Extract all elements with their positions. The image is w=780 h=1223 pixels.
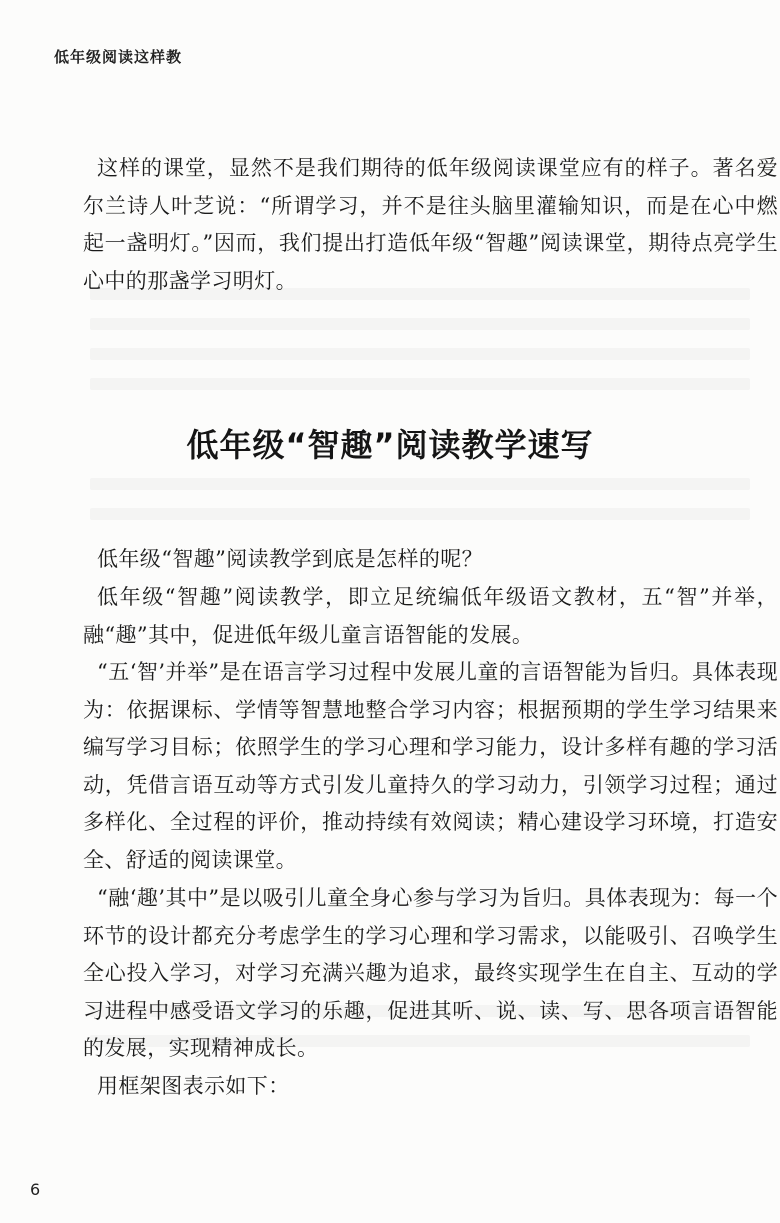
bleed-through-line (90, 508, 750, 520)
bleed-through-line (90, 478, 750, 490)
paragraph-question: 低年级“智趣”阅读教学到底是怎样的呢？ (97, 547, 484, 571)
paragraph-diagram-intro: 用框架图表示如下： (97, 1074, 290, 1098)
running-head-title: 低年级阅读这样教 (54, 48, 183, 66)
paragraph-fun-integration: “融‘趣’其中”是以吸引儿童全身心参与学习为旨归。具体表现为：每一个环节的设计都充分考虑学生的学习心理和学习需求，以能吸引、召唤学生全心投入学习，对学习充满兴趣为追求，最终实现学生在自主、互动的学习进程中感受语文学习的乐趣，促进其听、说、读、写、思各项言语智能的发展，实现精神成长。 (83, 886, 778, 1061)
page-number: 6 (30, 1180, 41, 1199)
paragraph-five-wisdom: “五‘智’并举”是在语言学习过程中发展儿童的言语智能为旨归。具体表现为：依据课标、学情等智慧地整合学习内容；根据预期的学生学习结果来编写学习目标；依照学生的学习心理和学习能力，设计多样有趣的学习活动，凭借言语互动等方式引发儿童持久的学习动力，引领学习过程；通过多样化、全过程的评价，推动持续有效阅读；精心建设学习环境，打造安全、舒适的阅读课堂。 (83, 660, 778, 872)
section-heading: 低年级“智趣”阅读教学速写 (186, 426, 594, 464)
bleed-through-line (90, 378, 750, 390)
paragraph-intro: 这样的课堂，显然不是我们期待的低年级阅读课堂应有的样子。著名爱尔兰诗人叶芝说：“所谓学习，并不是往头脑里灌输知识，而是在心中燃起一盏明灯。”因而，我们提出打造低年级“智趣”阅读课堂，期待点亮学生心中的那盏学习明灯。 (83, 156, 778, 293)
bleed-through-line (90, 348, 750, 360)
bleed-through-line (90, 318, 750, 330)
paragraph-definition: 低年级“智趣”阅读教学，即立足统编低年级语文教材，五“智”并举，融“趣”其中，促进低年级儿童言语智能的发展。 (83, 585, 778, 647)
